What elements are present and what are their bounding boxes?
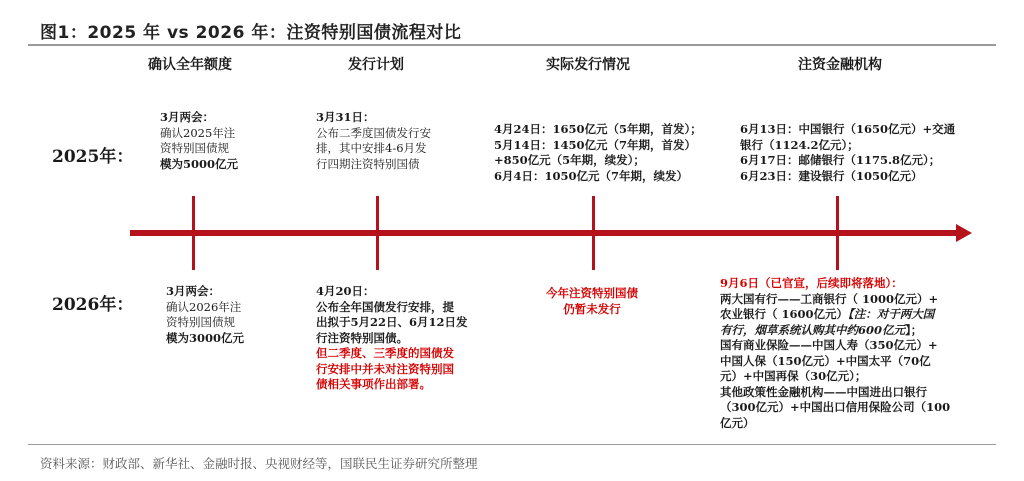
block-2025-injection-line: 6月23日：建设银行（1050亿元）: [740, 168, 923, 183]
year-label-2026: 2026年：: [52, 295, 134, 315]
block-2025-injection-line: 6月13日：中国银行（1650亿元）+交通: [740, 122, 956, 136]
block-2026-quota-line: 模为3000亿元: [166, 330, 245, 345]
block-2026-injection-line: （300亿元）+中国出口信用保险公司（100: [720, 400, 951, 414]
block-2026-injection-note: 【注：对于两大国: [848, 307, 935, 321]
block-2025-plan-line: 排，其中安排4-6月发: [316, 141, 427, 155]
block-2025-plan-date: 3月31日：: [316, 110, 375, 124]
block-2026-plan: [316, 284, 468, 393]
source-note: 资料来源：财政部、新华社、金融时报、央视财经等，国联民生证券研究所整理: [40, 456, 478, 471]
block-2026-quota-line: 确认2026年注: [166, 299, 242, 314]
block-2025-issuance: [494, 122, 702, 184]
block-2026-issuance-line: 仍暂未发行: [563, 301, 621, 316]
column-header-quota: 确认全年额度: [148, 57, 232, 73]
block-2025-issuance-line: +850亿元（5年期，续发）；: [494, 153, 645, 167]
block-2026-plan-note: 但二季度、三季度的国债发: [316, 346, 454, 360]
block-2026-plan-note: 行安排中并未对注资特别国: [316, 361, 454, 376]
timeline-tick-injection: [836, 196, 839, 270]
block-2026-issuance: [530, 286, 654, 317]
timeline-tick-quota: [192, 196, 195, 270]
block-2025-quota: [160, 110, 238, 172]
timeline-arrowhead: [956, 224, 972, 242]
block-2025-plan-line: 公布二季度国债发行安: [316, 125, 431, 140]
block-2026-injection-line: 】；: [905, 322, 923, 337]
block-2025-injection-line: 6月17日：邮储银行（1175.8亿元）；: [740, 153, 941, 167]
timeline-tick-issuance: [592, 196, 595, 270]
block-2026-plan-note: 债相关事项作出部署。: [316, 377, 431, 391]
block-2025-issuance-line: 6月4日：1050亿元（7年期，续发）: [494, 168, 689, 183]
block-2026-injection-line: 亿元）: [720, 415, 755, 430]
block-2026-injection-note: 有行，烟草系统认购其中约600亿元: [720, 322, 906, 337]
block-2026-quota-date: 3月两会：: [166, 284, 221, 298]
block-2026-plan-line: 出拟于5月22日、6月12日发: [316, 315, 468, 329]
block-2026-plan-date: 4月20日：: [316, 284, 375, 298]
block-2026-injection-line: 其他政策性金融机构——中国进出口银行: [720, 384, 927, 399]
block-2025-plan-line: 行四期注资特别国债: [316, 156, 420, 171]
block-2026-injection-line: 元）+中国再保（30亿元）；: [720, 369, 867, 383]
block-2025-injection: [740, 122, 955, 184]
block-2026-plan-line: 公布全年国债发行安排，提: [316, 299, 454, 314]
block-2025-issuance-line: 4月24日：1650亿元（5年期，首发）；: [494, 122, 702, 136]
block-2026-quota-line: 资特别国债规: [166, 315, 235, 329]
block-2026-injection-line: 中国人保（150亿元）+中国太平（70亿: [720, 353, 931, 368]
top-rule: [28, 44, 996, 46]
year-label-2025: 2025年：: [52, 147, 134, 167]
block-2025-plan: [316, 110, 431, 172]
column-header-plan: 发行计划: [348, 57, 404, 73]
block-2025-issuance-line: 5月14日：1450亿元（7年期，首发）: [494, 137, 697, 152]
block-2026-plan-line: 行注资特别国债。: [316, 330, 408, 345]
block-2026-issuance-line: 今年注资特别国债: [546, 286, 638, 300]
block-2025-quota-line: 模为5000亿元: [160, 156, 239, 171]
block-2026-injection-line: 两大国有行——工商银行（ 1000亿元）+: [720, 291, 939, 306]
block-2025-quota-date: 3月两会：: [160, 110, 215, 124]
block-2026-injection-head: 9月6日（已官宣，后续即将落地）：: [720, 276, 903, 290]
block-2025-injection-line: 银行（1124.2亿元）；: [740, 137, 859, 152]
column-header-issuance: 实际发行情况: [546, 57, 630, 73]
block-2025-quota-line: 资特别国债规: [160, 141, 229, 155]
bottom-rule: [28, 444, 996, 445]
timeline-tick-plan: [376, 196, 379, 270]
block-2025-quota-line: 确认2025年注: [160, 125, 236, 140]
block-2026-quota: [166, 284, 244, 346]
figure-title: 图1：2025 年 vs 2026 年：注资特别国债流程对比: [40, 23, 462, 43]
block-2026-injection-line: 国有商业保险——中国人寿（350亿元）+: [720, 338, 938, 352]
column-header-injection: 注资金融机构: [798, 57, 882, 73]
block-2026-injection-line: 农业银行（ 1600亿元）: [720, 307, 849, 321]
block-2026-injection: [720, 276, 950, 431]
